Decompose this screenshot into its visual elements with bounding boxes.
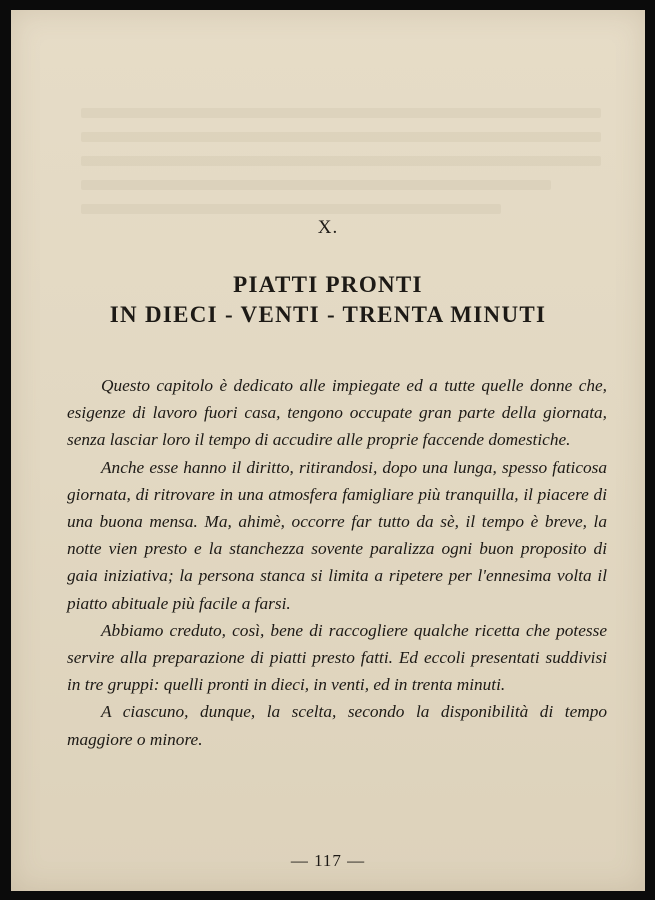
chapter-title (11, 270, 645, 330)
show-through-line (81, 156, 601, 166)
show-through-line (81, 108, 601, 118)
chapter-title-line-1: PIATTI PRONTI (233, 272, 423, 297)
page-number: — 117 — (290, 851, 366, 870)
chapter-body (67, 372, 607, 753)
chapter-number: X. (317, 217, 339, 238)
show-through-line (81, 180, 551, 190)
show-through-line (81, 132, 601, 142)
show-through-line (81, 204, 501, 214)
book-page (11, 10, 645, 891)
paragraph: Questo capitolo è dedicato alle impiegate ed a tutte quelle donne che, esigenze di lavoro fuori casa, tengono occupate gran parte della giornata, senza lasciar loro il tempo di accudire alle proprie faccende domestiche. (67, 376, 607, 450)
chapter-title-line-2: IN DIECI - VENTI - TRENTA MINUTI (109, 302, 547, 327)
paragraph: Anche esse hanno il diritto, ritirandosi, dopo una lunga, spesso faticosa giornata, di ritrovare in una atmosfera famigliare più tranquilla, il piacere di una buona mensa. Ma, ahimè, occorre far tutto da sè, il tempo è breve, la notte vien presto e la stanchezza sovente paralizza ogni buon proposito di gaia iniziativa; la persona stanca si limita a ripetere per l'ennesima volta il piatto abituale più facile a farsi. (67, 457, 607, 613)
paragraph: Abbiamo creduto, così, bene di raccogliere qualche ricetta che potesse servire alla preparazione di piatti presto fatti. Ed eccoli presentati suddivisi in tre gruppi: quelli pronti in dieci, in venti, ed in trenta minuti. (67, 620, 607, 695)
paragraph: A ciascuno, dunque, la scelta, secondo la disponibilità di tempo maggiore o minore. (67, 702, 607, 749)
